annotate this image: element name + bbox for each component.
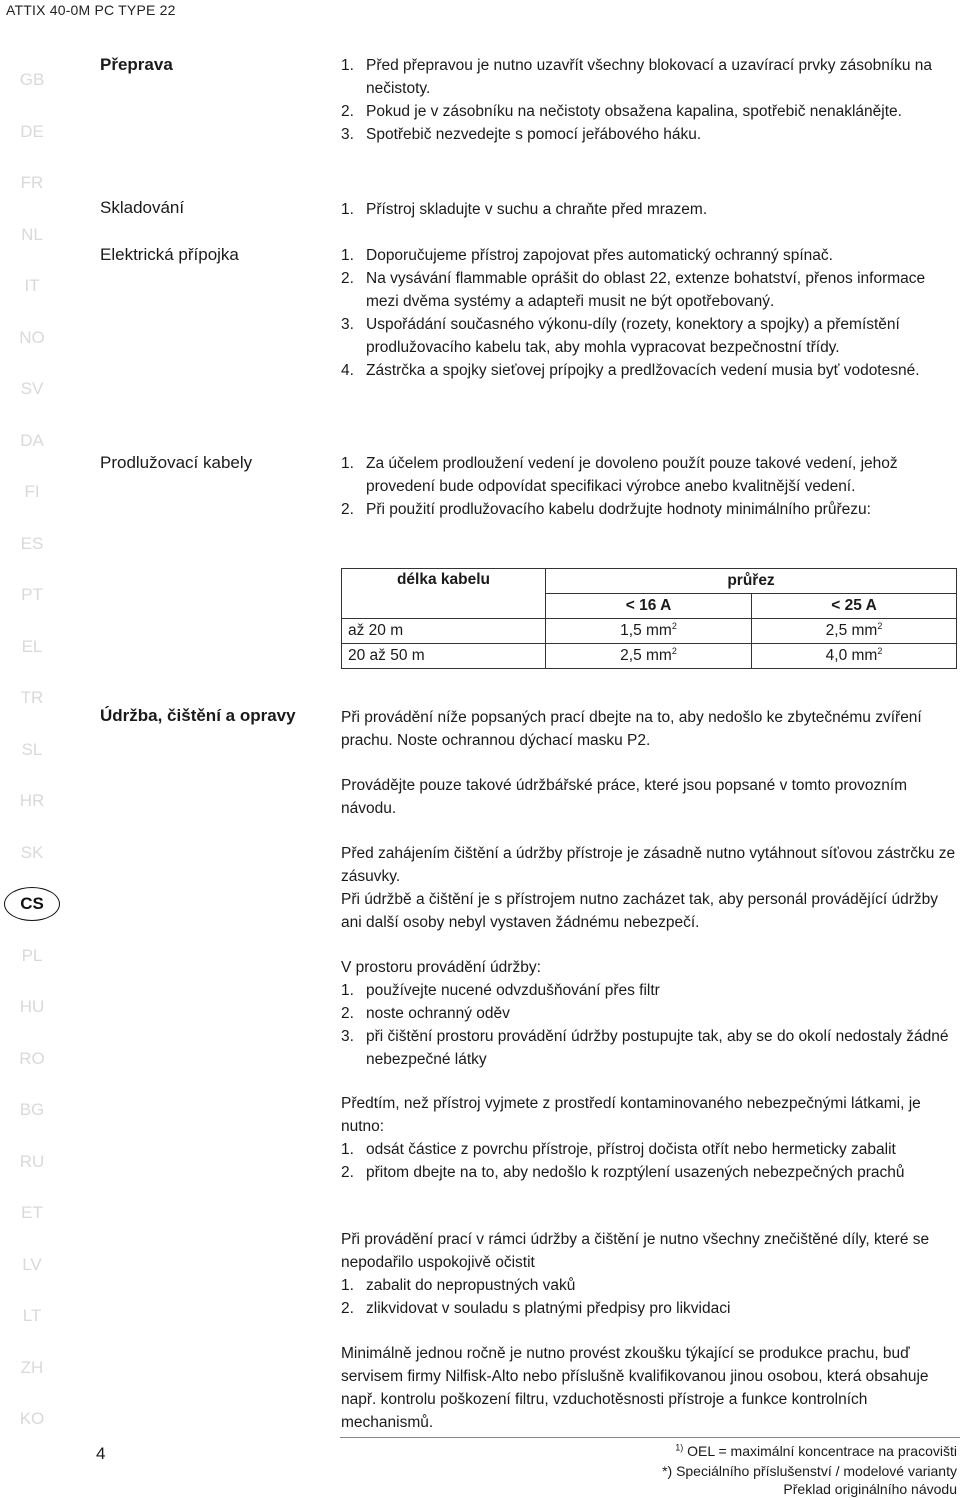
document-header: ATTIX 40-0M PC TYPE 22 <box>6 2 176 18</box>
language-tab-tr: TR <box>20 688 44 707</box>
list-item: 2. přitom dbejte na to, aby nedošlo k rozptýlení usazených nebezpečných prachů <box>341 1164 905 1181</box>
list-item: 1. používejte nucené odvzdušňování přes filtr <box>341 982 660 999</box>
cell-16a: 2,5 $mm^2$ <box>546 644 752 669</box>
language-tab-sv: SV <box>20 379 44 398</box>
language-tab-hr: HR <box>19 791 45 810</box>
cell-25a: 4,0 $mm^2$ <box>752 644 957 669</box>
language-tab-no: NO <box>19 327 45 347</box>
cell-length: 20 až 50 m <box>342 644 546 669</box>
list-item: 1. Před přepravou je nutno uzavřít všechny blokovací a uzavírací prvky zásobníku na nečistoty. <box>341 57 933 97</box>
language-tab-da: DA <box>20 430 44 450</box>
language-tab-pt: PT <box>21 585 43 604</box>
list-item: 2. Pokud je v zásobníku na nečistoty obsažena kapalina, spotřebič nenaklánějte. <box>341 103 902 120</box>
paragraph-annual-test: Minimálně jednou ročně je nutno provést zkoušku týkající se produkce prachu, buď servisem firmy Nilfisk-Alto nebo příslušně kvalifikovanou jinou osobou, která obsahuje např. kontrolu poškození filtru, vzduchotěsnosti přístroje a funkce kontrolních mechanismů. <box>341 1345 929 1431</box>
list-item: 3. Spotřebič nezvedejte s pomocí jeřábového háku. <box>341 126 702 143</box>
language-tab-cs: CS <box>4 887 60 921</box>
list-item: 4. Zástrčka a spojky sieťovej prípojky a predlžovacích vedení musia byť vodotesné. <box>341 362 920 379</box>
table-header-row <box>342 569 957 594</box>
list-contaminated <box>341 1274 957 1320</box>
cell-25a: 2,5 $mm^2$ <box>752 619 957 644</box>
cable-size-table <box>341 568 957 669</box>
list-prodluzovaci <box>341 452 957 521</box>
list-item: 1. odsát částice z povrchu přístroje, přístroj dočista otřít nebo hermeticky zabalit <box>341 1141 896 1158</box>
section-title-prodluzovaci: Prodlužovací kabely <box>100 453 253 472</box>
list-item: 1. Přístroj skladujte v suchu a chraňte před mrazem. <box>341 201 708 218</box>
table-row <box>342 619 957 644</box>
list-item: 1. Doporučujeme přístroj zapojovat přes automatický ochranný spínač. <box>341 247 833 264</box>
list-item: 1. Za účelem prodloužení vedení je dovoleno použít pouze takové vedení, jehož provedení bude odpovídat specifikaci výrobce anebo kvalitnější vedení. <box>341 455 898 495</box>
language-tab-fr: FR <box>20 173 44 192</box>
language-tab-gb: GB <box>19 70 45 89</box>
language-tab-bg: BG <box>19 1100 45 1119</box>
list-removal <box>341 1138 957 1184</box>
language-tab-et: ET <box>21 1203 43 1222</box>
paragraph-maintenance-scope: Provádějte pouze takové údržbářské práce, které jsou popsané v tomto provozním návodu. <box>341 777 908 817</box>
list-item: 1. zabalit do nepropustných vaků <box>341 1277 576 1294</box>
list-item: 2. zlikvidovat v souladu s platnými předpisy pro likvidaci <box>341 1300 731 1317</box>
language-tab-lt: LT <box>22 1306 42 1325</box>
paragraph-contaminated-intro: Při provádění prací v rámci údržby a čištění je nutno všechny znečištěné díly, které se nepodařilo uspokojivě očistit <box>341 1231 930 1271</box>
list-skladovani <box>341 198 957 221</box>
language-tab-pl: PL <box>21 945 43 965</box>
language-tab-it: IT <box>24 276 40 295</box>
list-preprava <box>341 54 957 146</box>
language-tab-ro: RO <box>19 1048 45 1068</box>
table-row <box>342 644 957 669</box>
header-16a: < 16 A <box>546 594 752 619</box>
language-tab-hu: HU <box>19 997 45 1016</box>
paragraph-area-intro: V prostoru provádění údržby: <box>341 959 541 976</box>
section-title-elektricka: Elektrická přípojka <box>100 245 239 264</box>
footnote-accessories: *) Speciálního příslušenství / modelové varianty <box>662 1463 957 1479</box>
list-item: 2. Při použití prodlužovacího kabelu dodržujte hodnoty minimálního průřezu: <box>341 501 871 518</box>
language-tab-el: EL <box>21 636 43 656</box>
language-tab-de: DE <box>20 121 44 141</box>
list-item: 2. Na vysávání flammable oprášit do oblast 22, extenze bohatství, přenos informace mezi dvěma systémy a adapteři musit ne být opotřebovaný. <box>341 270 926 310</box>
footnote-translation: Překlad originálního návodu <box>783 1481 957 1497</box>
list-item: 3. Uspořádání současného výkonu-díly (rozety, konektory a spojky) a přemístění prodlužovacího kabelu tak, aby mohla vypracovat bezpečnostní třídy. <box>341 316 900 356</box>
cell-length: až 20 m <box>342 619 546 644</box>
section-title-udrzba: Údržba, čištění a opravy <box>100 706 296 725</box>
footnote-oel: $^{1)}$ OEL = maximální koncentrace na pracovišti <box>675 1442 957 1459</box>
language-tab-ru: RU <box>19 1151 45 1171</box>
list-item: 2. noste ochranný oděv <box>341 1005 510 1022</box>
language-tab-sk: SK <box>20 842 44 862</box>
list-item: 3. při čištění prostoru provádění údržby postupujte tak, aby se do okolí nedostaly žádné nebezpečné látky <box>341 1028 949 1068</box>
paragraph-unplug: Před zahájením čištění a údržby přístroje je zásadně nutno vytáhnout síťovou zástrčku ze zásuvky. <box>341 845 956 885</box>
language-tab-ko: KO <box>19 1409 45 1428</box>
language-tab-lv: LV <box>22 1254 42 1274</box>
section-title-skladovani: Skladování <box>100 198 185 217</box>
footer-divider <box>340 1437 960 1438</box>
language-tab-nl: NL <box>21 224 43 244</box>
language-tab-sl: SL <box>21 739 43 759</box>
paragraph-safety: Při údržbě a čištění je s přístrojem nutno zacházet tak, aby personál provádějící údržby ani další osoby nebyl vystaven žádnému nebezpečí. <box>341 891 939 931</box>
paragraph-removal-intro: Předtím, než přístroj vyjmete z prostředí kontaminovaného nebezpečnými látkami, je nutno: <box>341 1095 921 1135</box>
language-tab-fi: FI <box>24 482 40 501</box>
page-number: 4 <box>96 1444 106 1463</box>
list-elektricka <box>341 244 957 382</box>
language-tab-es: ES <box>20 533 44 553</box>
cell-16a: 1,5 $mm^2$ <box>546 619 752 644</box>
header-cross-section: průřez <box>546 569 957 594</box>
paragraph-dust: Při provádění níže popsaných prací dbejte na to, aby nedošlo ke zbytečnému zvíření prachu. Noste ochrannou dýchací masku P2. <box>341 709 922 749</box>
header-cable-length: délka kabelu <box>342 569 546 619</box>
language-tab-zh: ZH <box>20 1357 44 1377</box>
list-area <box>341 979 957 1071</box>
section-title-preprava: Přeprava <box>100 55 173 74</box>
header-25a: < 25 A <box>752 594 957 619</box>
